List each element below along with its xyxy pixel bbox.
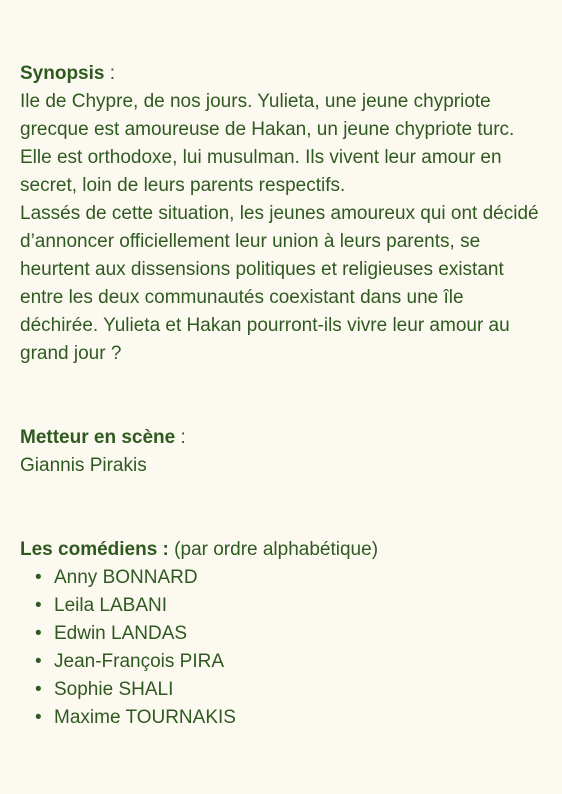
synopsis-paragraph-1: Ile de Chypre, de nos jours. Yulieta, une jeune chypriote grecque est amoureuse de Hakan, un jeune chypriote turc. Elle est orthodoxe, lui musulman. Ils vivent leur amour en secret, loin de leurs parents respectifs. <box>20 91 515 196</box>
document-page <box>20 60 542 732</box>
cast-member <box>35 592 542 620</box>
cast-list <box>20 564 542 732</box>
synopsis-colon: : <box>104 63 116 84</box>
synopsis-label: Synopsis <box>20 63 105 84</box>
bullet-icon: • <box>35 707 42 728</box>
synopsis-heading <box>20 60 542 88</box>
cast-member-name: Anny BONNARD <box>54 567 198 588</box>
cast-section <box>20 536 542 732</box>
bullet-icon: • <box>35 623 42 644</box>
cast-member <box>35 648 542 676</box>
cast-member <box>35 704 542 732</box>
cast-member-name: Jean-François PIRA <box>54 651 225 672</box>
synopsis-section <box>20 60 542 368</box>
director-colon: : <box>175 427 186 448</box>
cast-heading <box>20 536 542 564</box>
cast-note: (par ordre alphabétique) <box>168 539 379 560</box>
director-section <box>20 424 542 480</box>
cast-member <box>35 564 542 592</box>
cast-member-name: Maxime TOURNAKIS <box>54 707 236 728</box>
bullet-icon: • <box>35 567 42 588</box>
cast-label: Les comédiens : <box>20 539 169 560</box>
cast-member-name: Sophie SHALI <box>54 679 174 700</box>
cast-member <box>35 620 542 648</box>
bullet-icon: • <box>35 651 42 672</box>
director-label: Metteur en scène <box>20 427 176 448</box>
cast-member <box>35 676 542 704</box>
cast-member-name: Edwin LANDAS <box>54 623 188 644</box>
bullet-icon: • <box>35 595 42 616</box>
cast-member-name: Leila LABANI <box>54 595 168 616</box>
synopsis-paragraph-2: Lassés de cette situation, les jeunes amoureux qui ont décidé d’annoncer officiellement leur union à leurs parents, se heurtent aux dissensions politiques et religieuses existant entre les deux communautés coexistant dans une île déchirée. Yulieta et Hakan pourront-ils vivre leur amour au grand jour ? <box>20 203 539 364</box>
director-name: Giannis Pirakis <box>20 455 147 476</box>
bullet-icon: • <box>35 679 42 700</box>
director-heading <box>20 424 542 452</box>
